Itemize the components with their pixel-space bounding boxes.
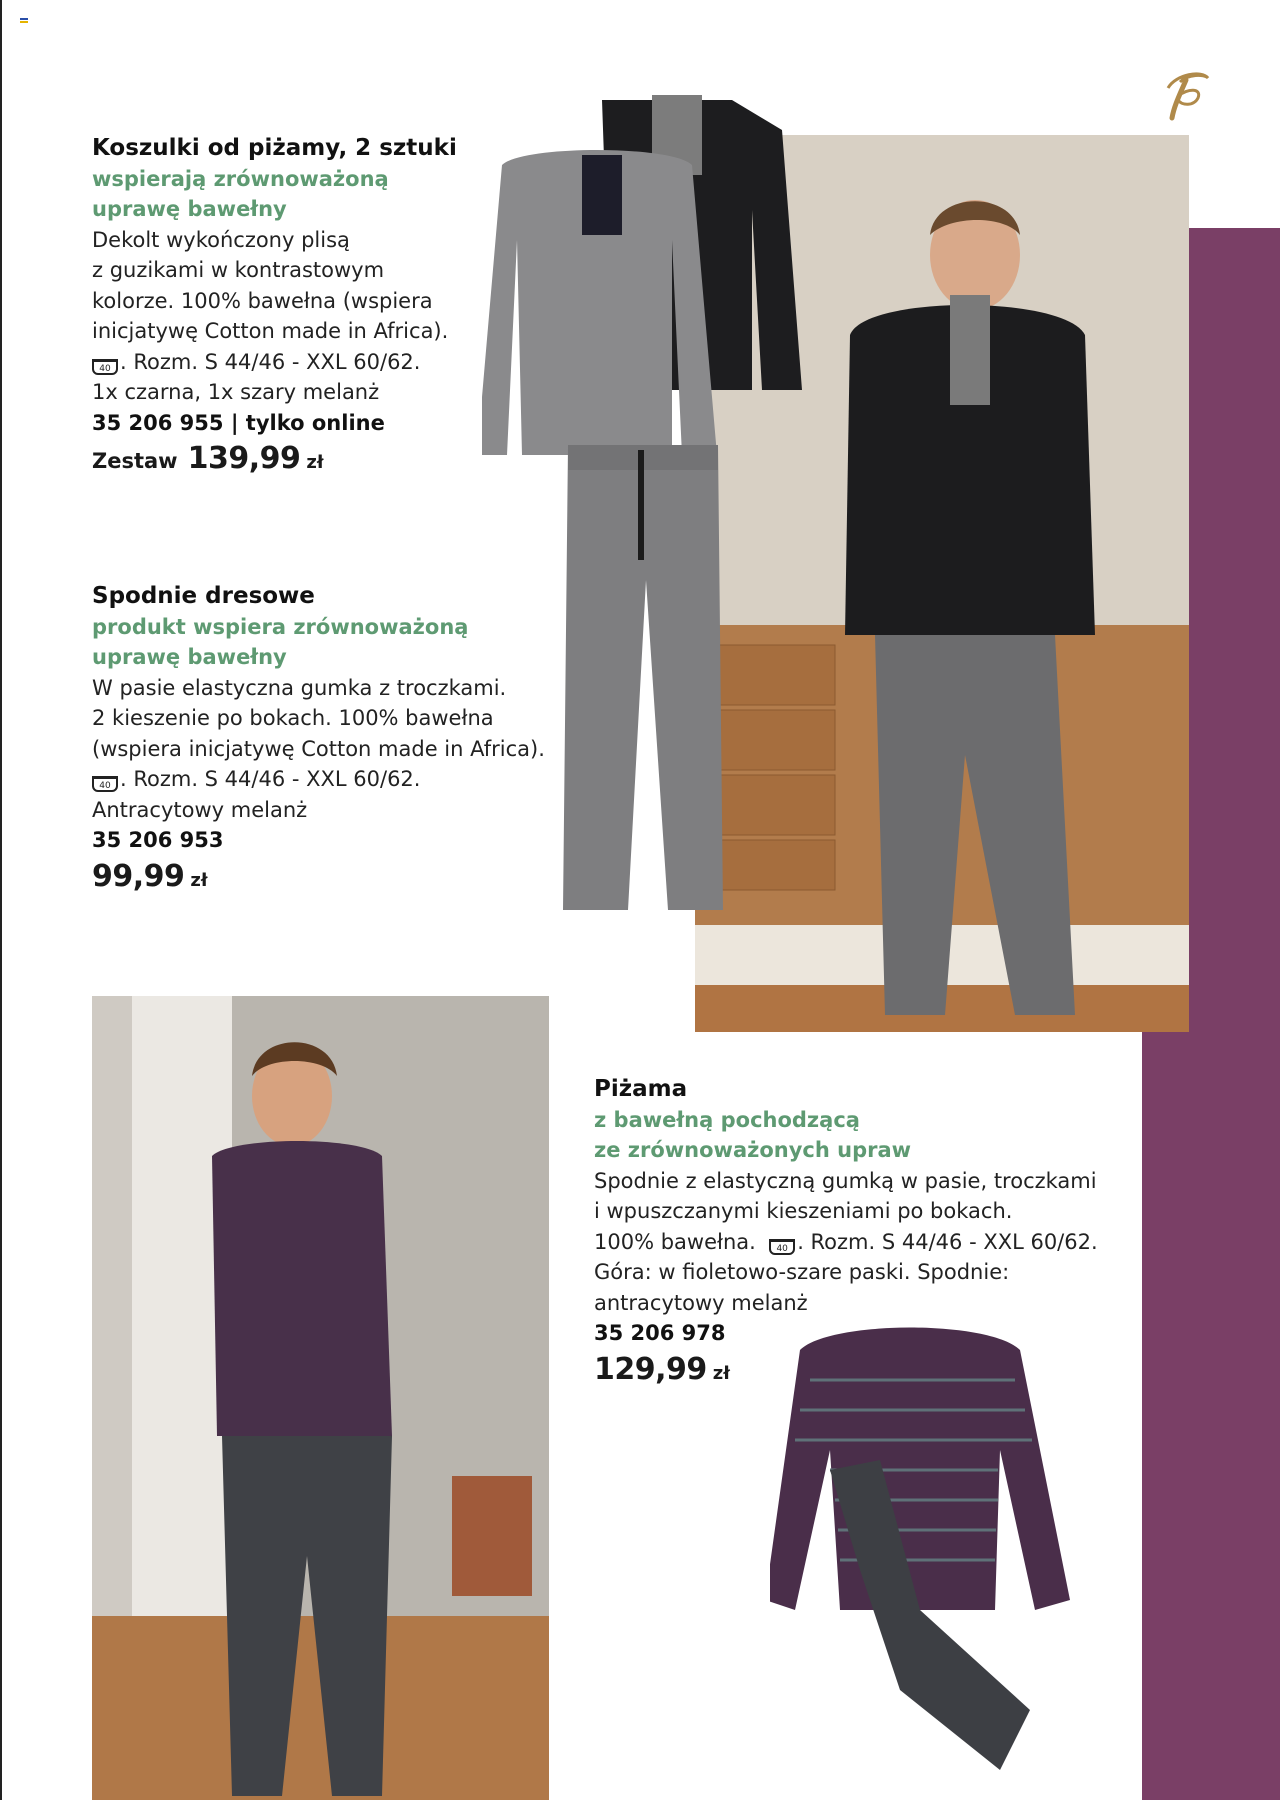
product-size-line [92, 347, 532, 378]
product-size: . Rozm. S 44/46 - XXL 60/62. [797, 1229, 1098, 1254]
product-subtitle-line1: produkt wspiera zrównoważoną [92, 614, 469, 639]
product-image-sweatpants [558, 440, 728, 920]
product-price: 99,99 [92, 858, 185, 894]
product-desc-line3 [594, 1227, 1114, 1258]
product-subtitle-line2: uprawę bawełny [92, 197, 287, 221]
brand-logo-icon [1158, 66, 1210, 124]
lifestyle-photo-pyjama [92, 996, 549, 1800]
product-desc-line4: Góra: w fioletowo-szare paski. Spodnie: [594, 1260, 1010, 1284]
product-material: 100% bawełna. [594, 1229, 756, 1254]
product-title: Koszulki od piżamy, 2 sztuki [92, 135, 457, 161]
product-title: Piżama [594, 1076, 688, 1102]
price-prefix: Zestaw [92, 449, 178, 473]
product-subtitle-line2: ze zrównoważonych upraw [594, 1138, 912, 1162]
page-left-border [0, 0, 2, 1800]
price-currency: zł [712, 1362, 730, 1384]
wash-40-icon: 40 [92, 776, 118, 792]
price-currency: zł [306, 452, 324, 473]
product-size-line [92, 764, 552, 795]
product-desc-line5: antracytowy melanż [594, 1290, 808, 1315]
product-desc-line2: z guzikami w kontrastowym [92, 258, 385, 282]
product-desc-line2: 2 kieszenie po bokach. 100% bawełna [92, 706, 494, 730]
product-desc-line3: (wspiera inicjatywę Cotton made in Africa). [92, 736, 545, 761]
price-row [92, 441, 532, 479]
product-sku: 35 206 953 [92, 828, 224, 852]
product-sku: 35 206 955 | tylko online [92, 410, 385, 435]
product-image-henley-set [482, 90, 822, 470]
product-desc-line1: W pasie elastyczna gumka z troczkami. [92, 675, 507, 700]
corner-mark [20, 18, 28, 25]
product-desc-line2: i wpuszczanymi kieszeniami po bokach. [594, 1199, 1013, 1223]
product-desc-line3: kolorze. 100% bawełna (wspiera [92, 288, 433, 313]
product-desc-line1: Dekolt wykończony plisą [92, 227, 350, 252]
product-subtitle-line1: z bawełną pochodzącą [594, 1107, 860, 1132]
product-colors: Antracytowy melanż [92, 797, 308, 822]
product-block-sweatpants [92, 581, 552, 896]
wash-40-icon: 40 [92, 359, 118, 375]
product-block-henley-shirts [92, 133, 532, 479]
product-block-pyjama [594, 1074, 1114, 1389]
price-row [594, 1351, 1114, 1390]
product-desc-line1: Spodnie z elastyczną gumką w pasie, troczkami [594, 1168, 1097, 1193]
product-subtitle-line2: uprawę bawełny [92, 645, 287, 669]
product-colors: 1x czarna, 1x szary melanż [92, 380, 380, 404]
wash-40-icon: 40 [769, 1239, 795, 1255]
product-desc-line4: inicjatywę Cotton made in Africa). [92, 319, 449, 343]
product-price: 139,99 [187, 441, 301, 476]
price-row [92, 858, 552, 897]
product-subtitle-line1: wspierają zrównoważoną [92, 166, 389, 191]
product-sku: 35 206 978 [594, 1321, 726, 1345]
product-size: . Rozm. S 44/46 - XXL 60/62. [120, 767, 421, 791]
price-currency: zł [190, 869, 208, 891]
product-size: . Rozm. S 44/46 - XXL 60/62. [120, 349, 421, 374]
product-title: Spodnie dresowe [92, 583, 315, 609]
product-price: 129,99 [594, 1351, 707, 1387]
